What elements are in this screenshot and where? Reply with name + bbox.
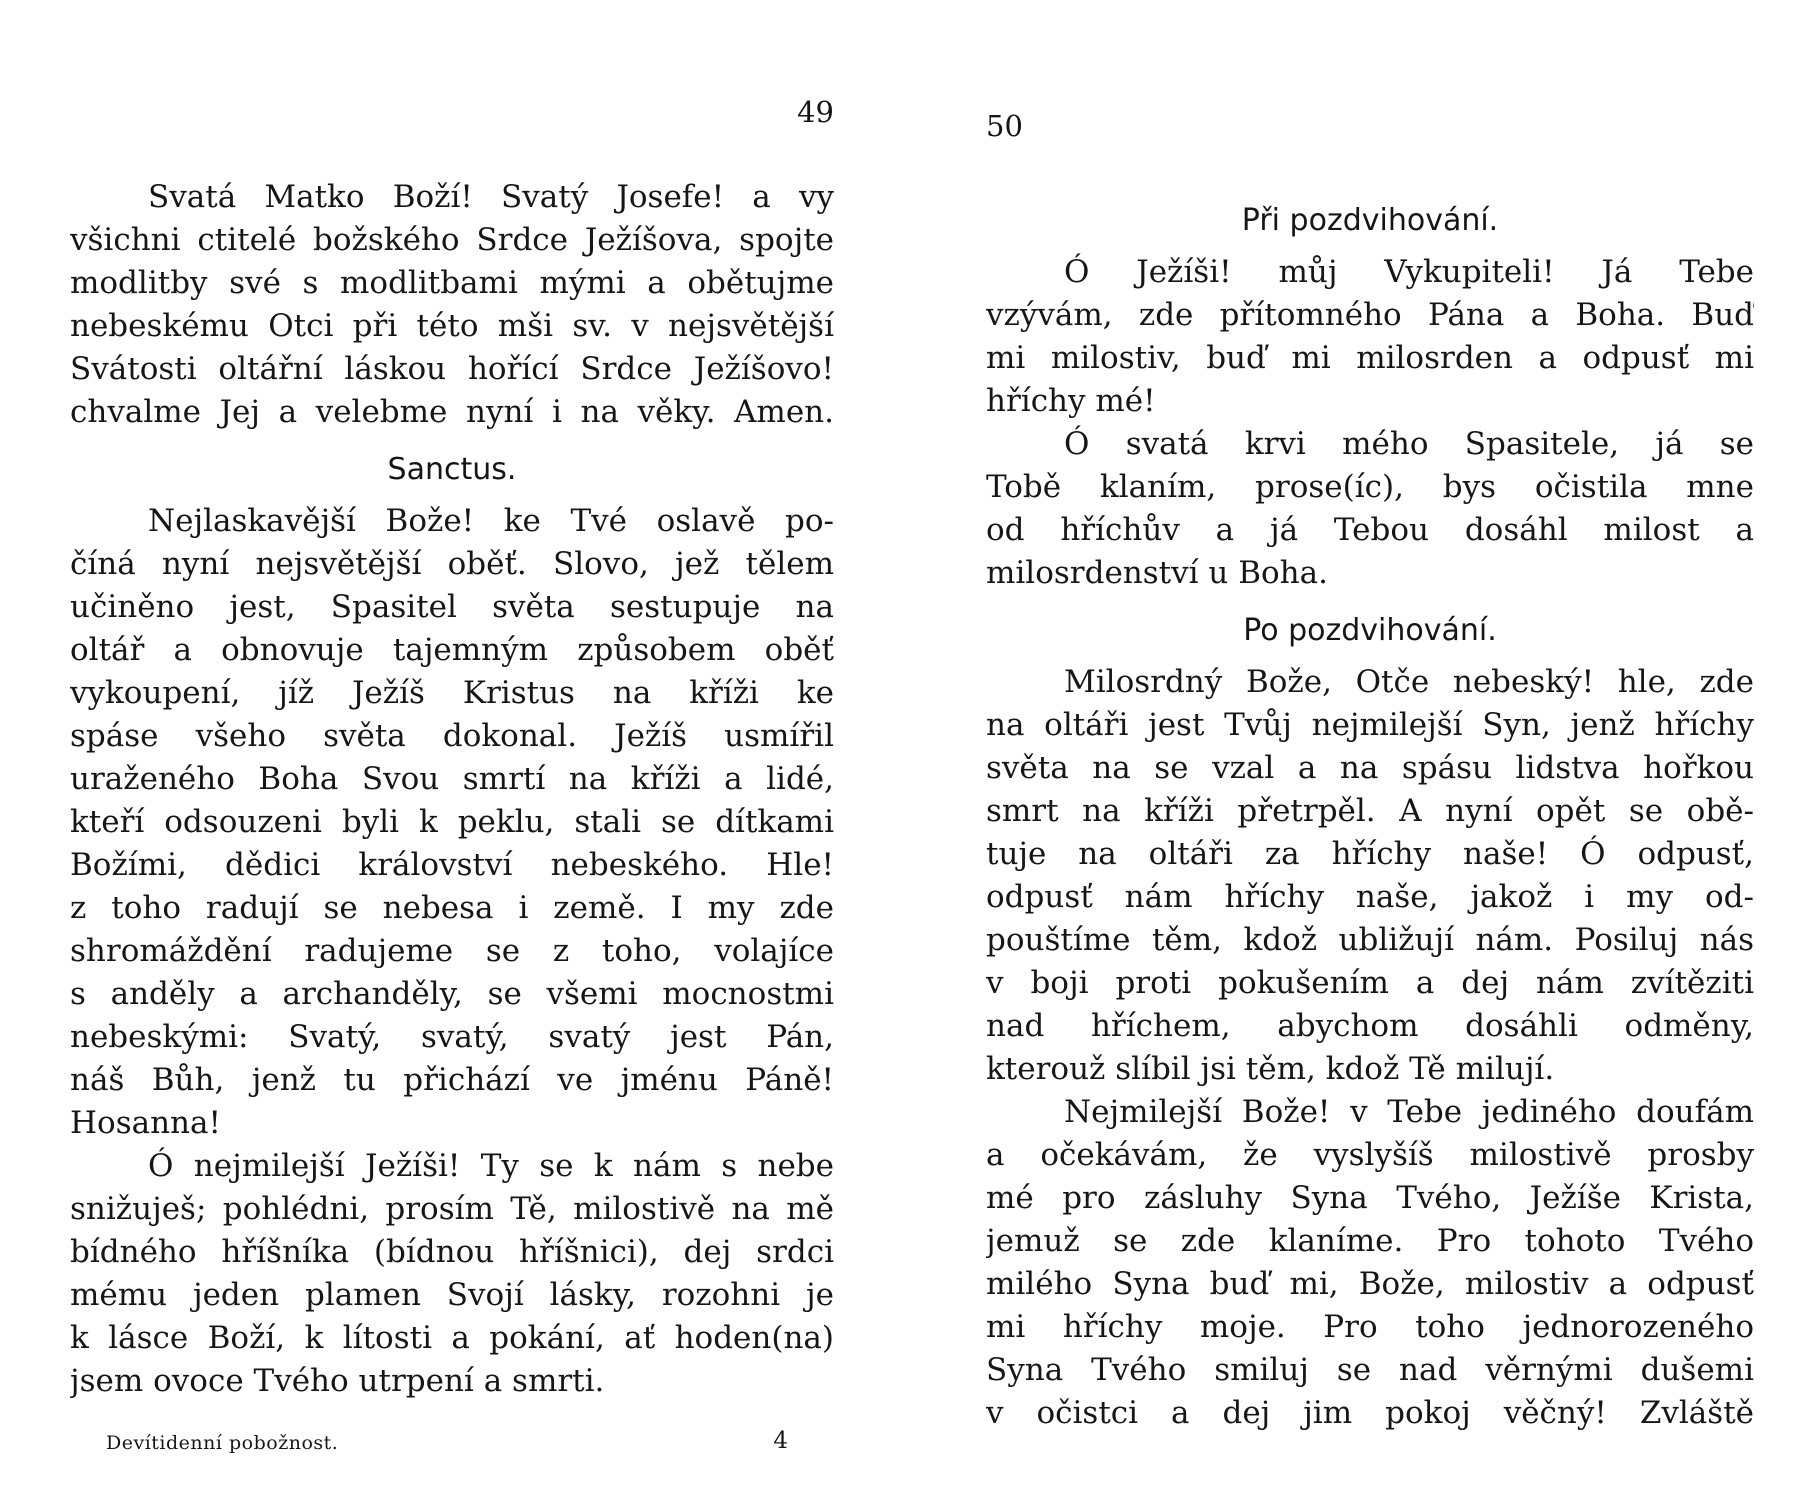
right-page — [986, 0, 1754, 1500]
text-line: Ó nejmilejší Ježíši! Ty se k nám s nebe — [148, 1148, 834, 1184]
text-line: milosrdenství u Boha. — [986, 555, 1328, 591]
text-line: Tobě klaním, prose(íc), bys očistila mne — [986, 469, 1754, 505]
text-line: Syna Tvého smiluj se nad věrnými dušemi — [986, 1352, 1754, 1388]
footer-title: Devítidenní pobožnost. — [106, 1432, 339, 1454]
section-heading-sanctus: Sanctus. — [387, 452, 517, 487]
text-line: Nejmilejší Bože! v Tebe jediného doufám — [1064, 1094, 1754, 1130]
text-line: shromáždění radujeme se z toho, volajíce — [70, 933, 834, 969]
text-line: Milosrdný Bože, Otče nebeský! hle, zde — [1064, 664, 1754, 700]
text-line: vykoupení, jíž Ježíš Kristus na kříži ke — [70, 675, 834, 711]
text-line: nebeskými: Svatý, svatý, svatý jest Pán, — [70, 1019, 834, 1055]
text-line: oltář a obnovuje tajemným způsobem oběť — [70, 632, 834, 668]
text-line: z toho radují se nebesa i země. I my zde — [70, 890, 834, 926]
page-number: 49 — [797, 95, 834, 129]
text-line: Svatá Matko Boží! Svatý Josefe! a vy — [148, 179, 834, 215]
text-line: Božími, dědici království nebeského. Hle! — [70, 847, 834, 883]
left-page — [70, 0, 834, 1500]
text-line: mé pro zásluhy Syna Tvého, Ježíše Krista, — [986, 1180, 1754, 1216]
text-line: spáse všeho světa dokonal. Ježíš usmířil — [70, 718, 834, 754]
text-line: jemuž se zde klaníme. Pro tohoto Tvého — [986, 1223, 1754, 1259]
page-number: 50 — [986, 109, 1023, 143]
text-line: nebeskému Otci při této mši sv. v nejsvětější — [70, 308, 834, 344]
text-line: snižuješ; pohlédni, prosím Tě, milostivě na mě — [70, 1191, 834, 1227]
text-line: v boji proti pokušením a dej nám zvítěziti — [986, 965, 1754, 1001]
section-heading-po-pozdvihovani: Po pozdvihování. — [1243, 613, 1497, 648]
page-footer — [106, 1428, 834, 1454]
text-line: v očistci a dej jim pokoj věčný! Zvláště — [986, 1395, 1754, 1431]
text-line: na oltáři jest Tvůj nejmilejší Syn, jenž hříchy — [986, 707, 1754, 743]
text-line: Hosanna! — [70, 1105, 221, 1141]
text-line: s anděly a archanděly, se všemi mocnostmi — [70, 976, 834, 1012]
text-line: náš Bůh, jenž tu přichází ve jménu Páně! — [70, 1062, 834, 1098]
text-line: Svátosti oltářní láskou hořící Srdce Ježíšovo! — [70, 351, 834, 387]
text-line: modlitby své s modlitbami mými a obětujme — [70, 265, 834, 301]
text-line: pouštíme těm, kdož ubližují nám. Posiluj nás — [986, 922, 1754, 958]
right-page-text — [986, 191, 1754, 1435]
text-line: k lásce Boží, k lítosti a pokání, ať hoden(na) — [70, 1320, 834, 1356]
text-line: mi hříchy moje. Pro toho jednorozeného — [986, 1309, 1754, 1345]
text-line: číná nyní nejsvětější oběť. Slovo, jež tělem — [70, 546, 834, 582]
text-line: smrt na kříži přetrpěl. A nyní opět se obě- — [986, 793, 1754, 829]
text-line: mému jeden plamen Svojí lásky, rozohni je — [70, 1277, 834, 1313]
section-heading-pri-pozdvihovani: Při pozdvihování. — [1241, 203, 1499, 238]
text-line: kteří odsouzeni byli k peklu, stali se dítkami — [70, 804, 834, 840]
text-line: světa na se vzal a na spásu lidstva hořkou — [986, 750, 1754, 786]
text-line: všichni ctitelé božského Srdce Ježíšova, spojte — [70, 222, 834, 258]
text-line: vzývám, zde přítomného Pána a Boha. Buď — [986, 297, 1754, 333]
text-line: milého Syna buď mi, Bože, milostiv a odpusť — [986, 1266, 1754, 1302]
text-line: učiněno jest, Spasitel světa sestupuje na — [70, 589, 834, 625]
text-line: tuje na oltáři za hříchy naše! Ó odpusť, — [986, 836, 1754, 872]
signature-mark: 4 — [773, 1428, 788, 1454]
text-line: mi milostiv, buď mi milosrden a odpusť mi — [986, 340, 1754, 376]
text-line: a očekávám, že vyslyšíš milostivě prosby — [986, 1137, 1754, 1173]
text-line: jsem ovoce Tvého utrpení a smrti. — [70, 1363, 605, 1399]
text-line: Nejlaskavější Bože! ke Tvé oslavě po- — [148, 503, 834, 539]
left-page-text — [70, 176, 834, 1403]
text-line: chvalme Jej a velebme nyní i na věky. Amen. — [70, 394, 834, 430]
text-line: bídného hříšníka (bídnou hříšnici), dej srdci — [70, 1234, 834, 1270]
text-line: Ó Ježíši! můj Vykupiteli! Já Tebe — [1064, 254, 1754, 290]
text-line: uraženého Boha Svou smrtí na kříži a lidé, — [70, 761, 834, 797]
text-line: od hříchův a já Tebou dosáhl milost a — [986, 512, 1754, 548]
text-line: hříchy mé! — [986, 383, 1156, 419]
text-line: kterouž slíbil jsi těm, kdož Tě milují. — [986, 1051, 1555, 1087]
text-line: nad hříchem, abychom dosáhli odměny, — [986, 1008, 1754, 1044]
text-line: odpusť nám hříchy naše, jakož i my od- — [986, 879, 1754, 915]
text-line: Ó svatá krvi mého Spasitele, já se — [1064, 426, 1754, 462]
